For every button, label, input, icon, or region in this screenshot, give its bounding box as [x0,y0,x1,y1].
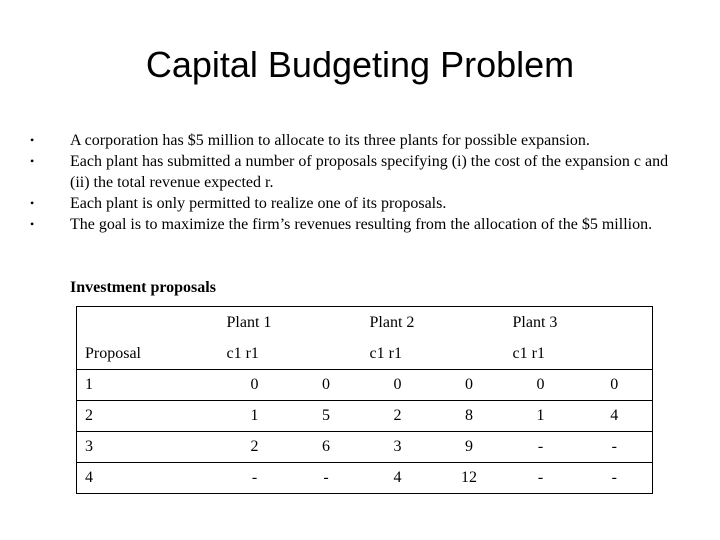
bullet-text: Each plant is only permitted to realize one of its proposals. [70,195,447,212]
value-cell: 8 [434,401,505,432]
subheader-row [77,338,653,370]
bullet-dot-icon: • [30,196,35,210]
value-cell: 1 [505,401,577,432]
value-cell: - [291,463,362,494]
plant-1-subheader: c1 r1 [226,344,259,362]
table-row [77,463,653,494]
value-cell: 0 [362,370,434,401]
value-cell: - [219,463,291,494]
bullet-text: Each plant has submitted a number of proposals specifying (i) the cost of the expansion c and (ii) the total revenue expected r. [70,153,669,191]
bullet-dot-icon: • [30,217,35,231]
bullet-text: A corporation has $5 million to allocate to its three plants for possible expansion. [70,132,590,149]
bullet-dot-icon: • [30,133,35,147]
value-cell: 4 [577,401,653,432]
investment-proposals-table [76,306,653,494]
value-cell: 4 [362,463,434,494]
table-row [77,401,653,432]
value-cell: 6 [291,432,362,463]
proposal-cell: 4 [77,463,219,494]
value-cell: - [505,463,577,494]
bullet-item [30,151,680,193]
proposal-cell: 1 [77,370,219,401]
value-cell: 1 [219,401,291,432]
plant-2-header: Plant 2 [362,307,505,339]
value-cell: 0 [291,370,362,401]
bullet-dot-icon: • [30,154,35,168]
table-row [77,370,653,401]
value-cell: 5 [291,401,362,432]
plant-2-subheader: c1 r1 [369,344,402,362]
bullet-item [30,193,680,214]
plant-1-header: Plant 1 [219,307,362,339]
bullet-item [30,214,680,235]
bullet-item [30,130,680,151]
proposal-cell: 2 [77,401,219,432]
value-cell: 9 [434,432,505,463]
header-empty-cell [77,307,219,339]
plant-3-header: Plant 3 [505,307,653,339]
value-cell: 12 [434,463,505,494]
slide-title: Capital Budgeting Problem [145,44,575,85]
table-heading: Investment proposals [70,279,216,296]
value-cell: 2 [362,401,434,432]
value-cell: 0 [219,370,291,401]
value-cell: - [505,432,577,463]
bullet-text: The goal is to maximize the firm’s revenues resulting from the allocation of the $5 million. [70,216,653,233]
value-cell: 0 [434,370,505,401]
value-cell: - [577,463,653,494]
table-row [77,432,653,463]
value-cell: 3 [362,432,434,463]
value-cell: 2 [219,432,291,463]
value-cell: 0 [505,370,577,401]
bullet-list [30,130,680,235]
value-cell: - [577,432,653,463]
proposal-cell: 3 [77,432,219,463]
plant-header-row [77,307,653,339]
proposal-header: Proposal [77,338,219,370]
value-cell: 0 [577,370,653,401]
plant-3-subheader: c1 r1 [505,338,653,370]
